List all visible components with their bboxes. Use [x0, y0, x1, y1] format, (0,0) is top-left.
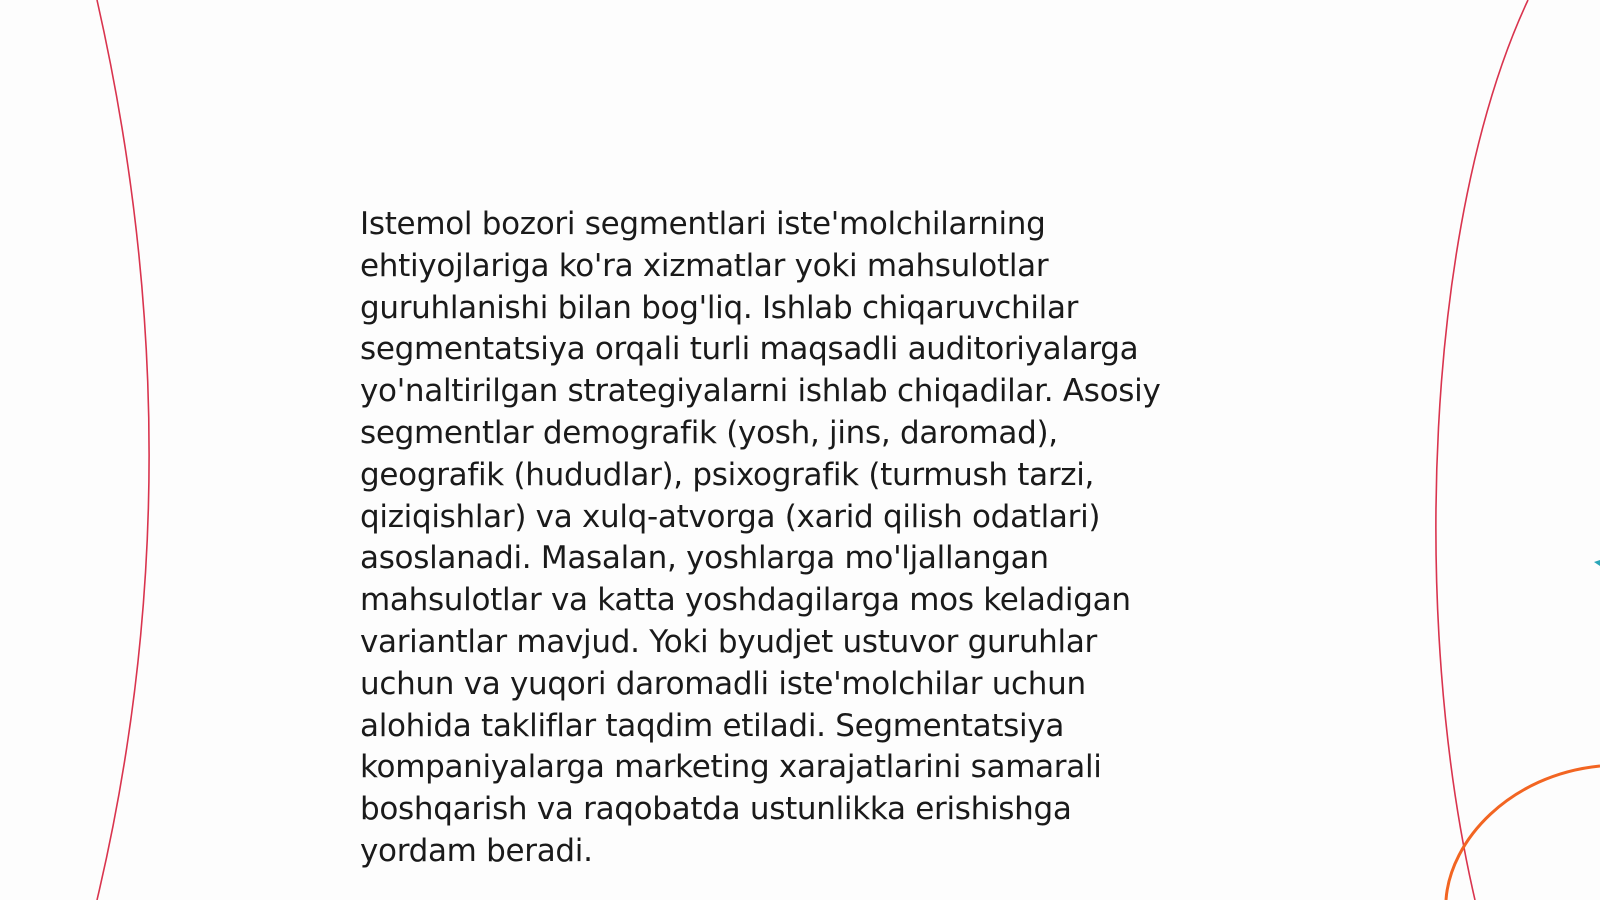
paragraph-line: ehtiyojlariga ko'ra xizmatlar yoki mahsulotlar [360, 247, 1049, 284]
orange-circle-arc [1446, 766, 1600, 900]
paragraph-line: yordam beradi. [360, 832, 593, 869]
paragraph-line: yo'naltirilgan strategiyalarni ishlab chiqadilar. Asosiy [360, 373, 1161, 410]
paragraph-line: guruhlanishi bilan bog'liq. Ishlab chiqaruvchilar [360, 289, 1079, 326]
left-decorative-curve [97, 0, 149, 900]
paragraph-line: mahsulotlar va katta yoshdagilarga mos keladigan [360, 582, 1131, 619]
body-paragraph [360, 204, 1220, 873]
paragraph-line: qiziqishlar) va xulq-atvorga (xarid qilish odatlari) [360, 498, 1101, 535]
paragraph-line: kompaniyalarga marketing xarajatlarini samarali [360, 749, 1102, 786]
paragraph-line: alohida takliflar taqdim etiladi. Segmentatsiya [360, 707, 1065, 744]
paragraph-line: uchun va yuqori daromadli iste'molchilar uchun [360, 665, 1086, 702]
paragraph-line: geografik (hududlar), psixografik (turmush tarzi, [360, 456, 1095, 493]
paragraph-line: variantlar mavjud. Yoki byudjet ustuvor guruhlar [360, 623, 1097, 660]
teal-accent-mark [1594, 560, 1600, 566]
paragraph-line: segmentatsiya orqali turli maqsadli auditoriyalarga [360, 331, 1139, 368]
paragraph-line: Istemol bozori segmentlari iste'molchilarning [360, 206, 1046, 242]
paragraph-line: asoslanadi. Masalan, yoshlarga mo'ljallangan [360, 540, 1049, 577]
paragraph-line: boshqarish va raqobatda ustunlikka erishishga [360, 791, 1072, 828]
paragraph-line: segmentlar demografik (yosh, jins, daromad), [360, 414, 1058, 451]
right-decorative-curve [1436, 0, 1528, 900]
